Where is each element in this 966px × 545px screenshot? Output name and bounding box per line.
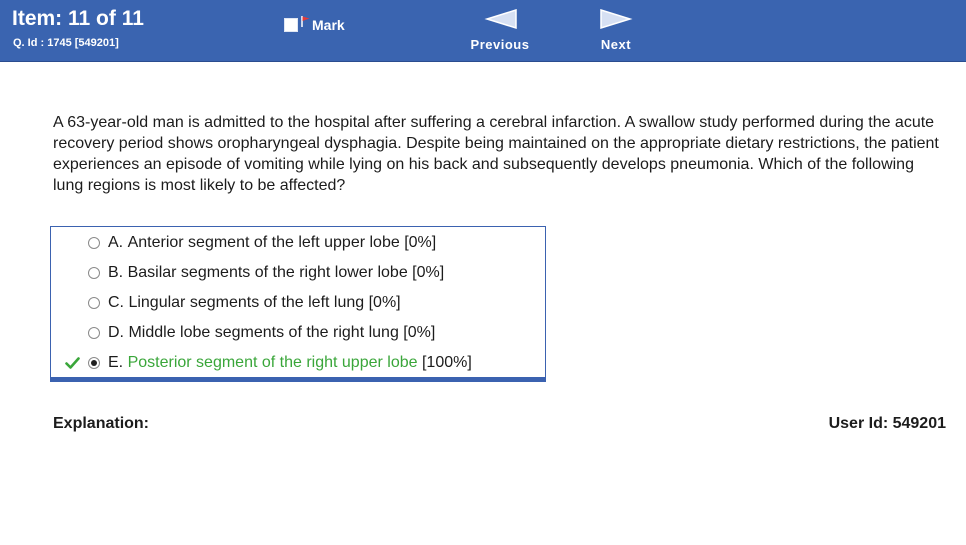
next-label: Next xyxy=(600,37,632,52)
question-stem: A 63-year-old man is admitted to the hospital after suffering a cerebral infarction. A swallow study performed during the acute recovery period shows oropharyngeal dysphagia. Despite being maintained on the appropriate dietary restrictions, the patient experiences an episode of vomiting while lying on his back and subsequently develops pneumonia. Which of the following lung regions is most likely to be affected? xyxy=(53,114,939,194)
radio-b[interactable] xyxy=(88,267,100,279)
choices-bottom-bar xyxy=(50,377,546,382)
question-id: Q. Id : 1745 [549201] xyxy=(13,37,119,49)
choice-letter: C. xyxy=(108,294,124,311)
choice-a[interactable] xyxy=(88,230,436,256)
previous-button[interactable] xyxy=(455,8,545,54)
mark-checkbox[interactable] xyxy=(284,18,298,32)
checkmark-icon xyxy=(65,357,80,369)
radio-a[interactable] xyxy=(88,237,100,249)
flag-icon xyxy=(301,14,310,32)
choice-e[interactable] xyxy=(65,350,472,376)
next-button[interactable] xyxy=(571,8,661,54)
choice-text: Middle lobe segments of the right lung xyxy=(128,324,399,341)
choice-percent: [0%] xyxy=(404,234,437,251)
answer-choices xyxy=(50,226,546,378)
right-triangle-icon xyxy=(599,8,633,30)
choice-percent: [100%] xyxy=(421,354,472,371)
radio-d[interactable] xyxy=(88,327,100,339)
correct-answer-text: Posterior segment of the right upper lobe xyxy=(127,354,418,371)
item-counter: Item: 11 of 11 xyxy=(12,7,144,30)
choice-text: Anterior segment of the left upper lobe xyxy=(127,234,400,251)
choice-percent: [0%] xyxy=(412,264,445,281)
mark-label: Mark xyxy=(312,17,345,33)
choice-letter: D. xyxy=(108,324,124,341)
choice-c[interactable] xyxy=(88,290,401,316)
top-toolbar xyxy=(0,0,966,62)
previous-label: Previous xyxy=(470,37,530,52)
choice-letter: A. xyxy=(108,234,124,251)
radio-e-selected[interactable] xyxy=(88,357,100,369)
choice-b[interactable] xyxy=(88,260,444,286)
user-id: User Id: 549201 xyxy=(828,415,946,432)
choice-letter: E. xyxy=(108,354,124,371)
radio-c[interactable] xyxy=(88,297,100,309)
mark-toggle[interactable] xyxy=(284,17,345,33)
choice-percent: [0%] xyxy=(368,294,401,311)
choice-d[interactable] xyxy=(88,320,435,346)
choice-letter: B. xyxy=(108,264,124,281)
choice-percent: [0%] xyxy=(403,324,436,341)
explanation-heading: Explanation: xyxy=(53,415,150,432)
choice-text: Lingular segments of the left lung xyxy=(128,294,365,311)
left-triangle-icon xyxy=(484,8,518,30)
choice-text: Basilar segments of the right lower lobe xyxy=(127,264,408,281)
